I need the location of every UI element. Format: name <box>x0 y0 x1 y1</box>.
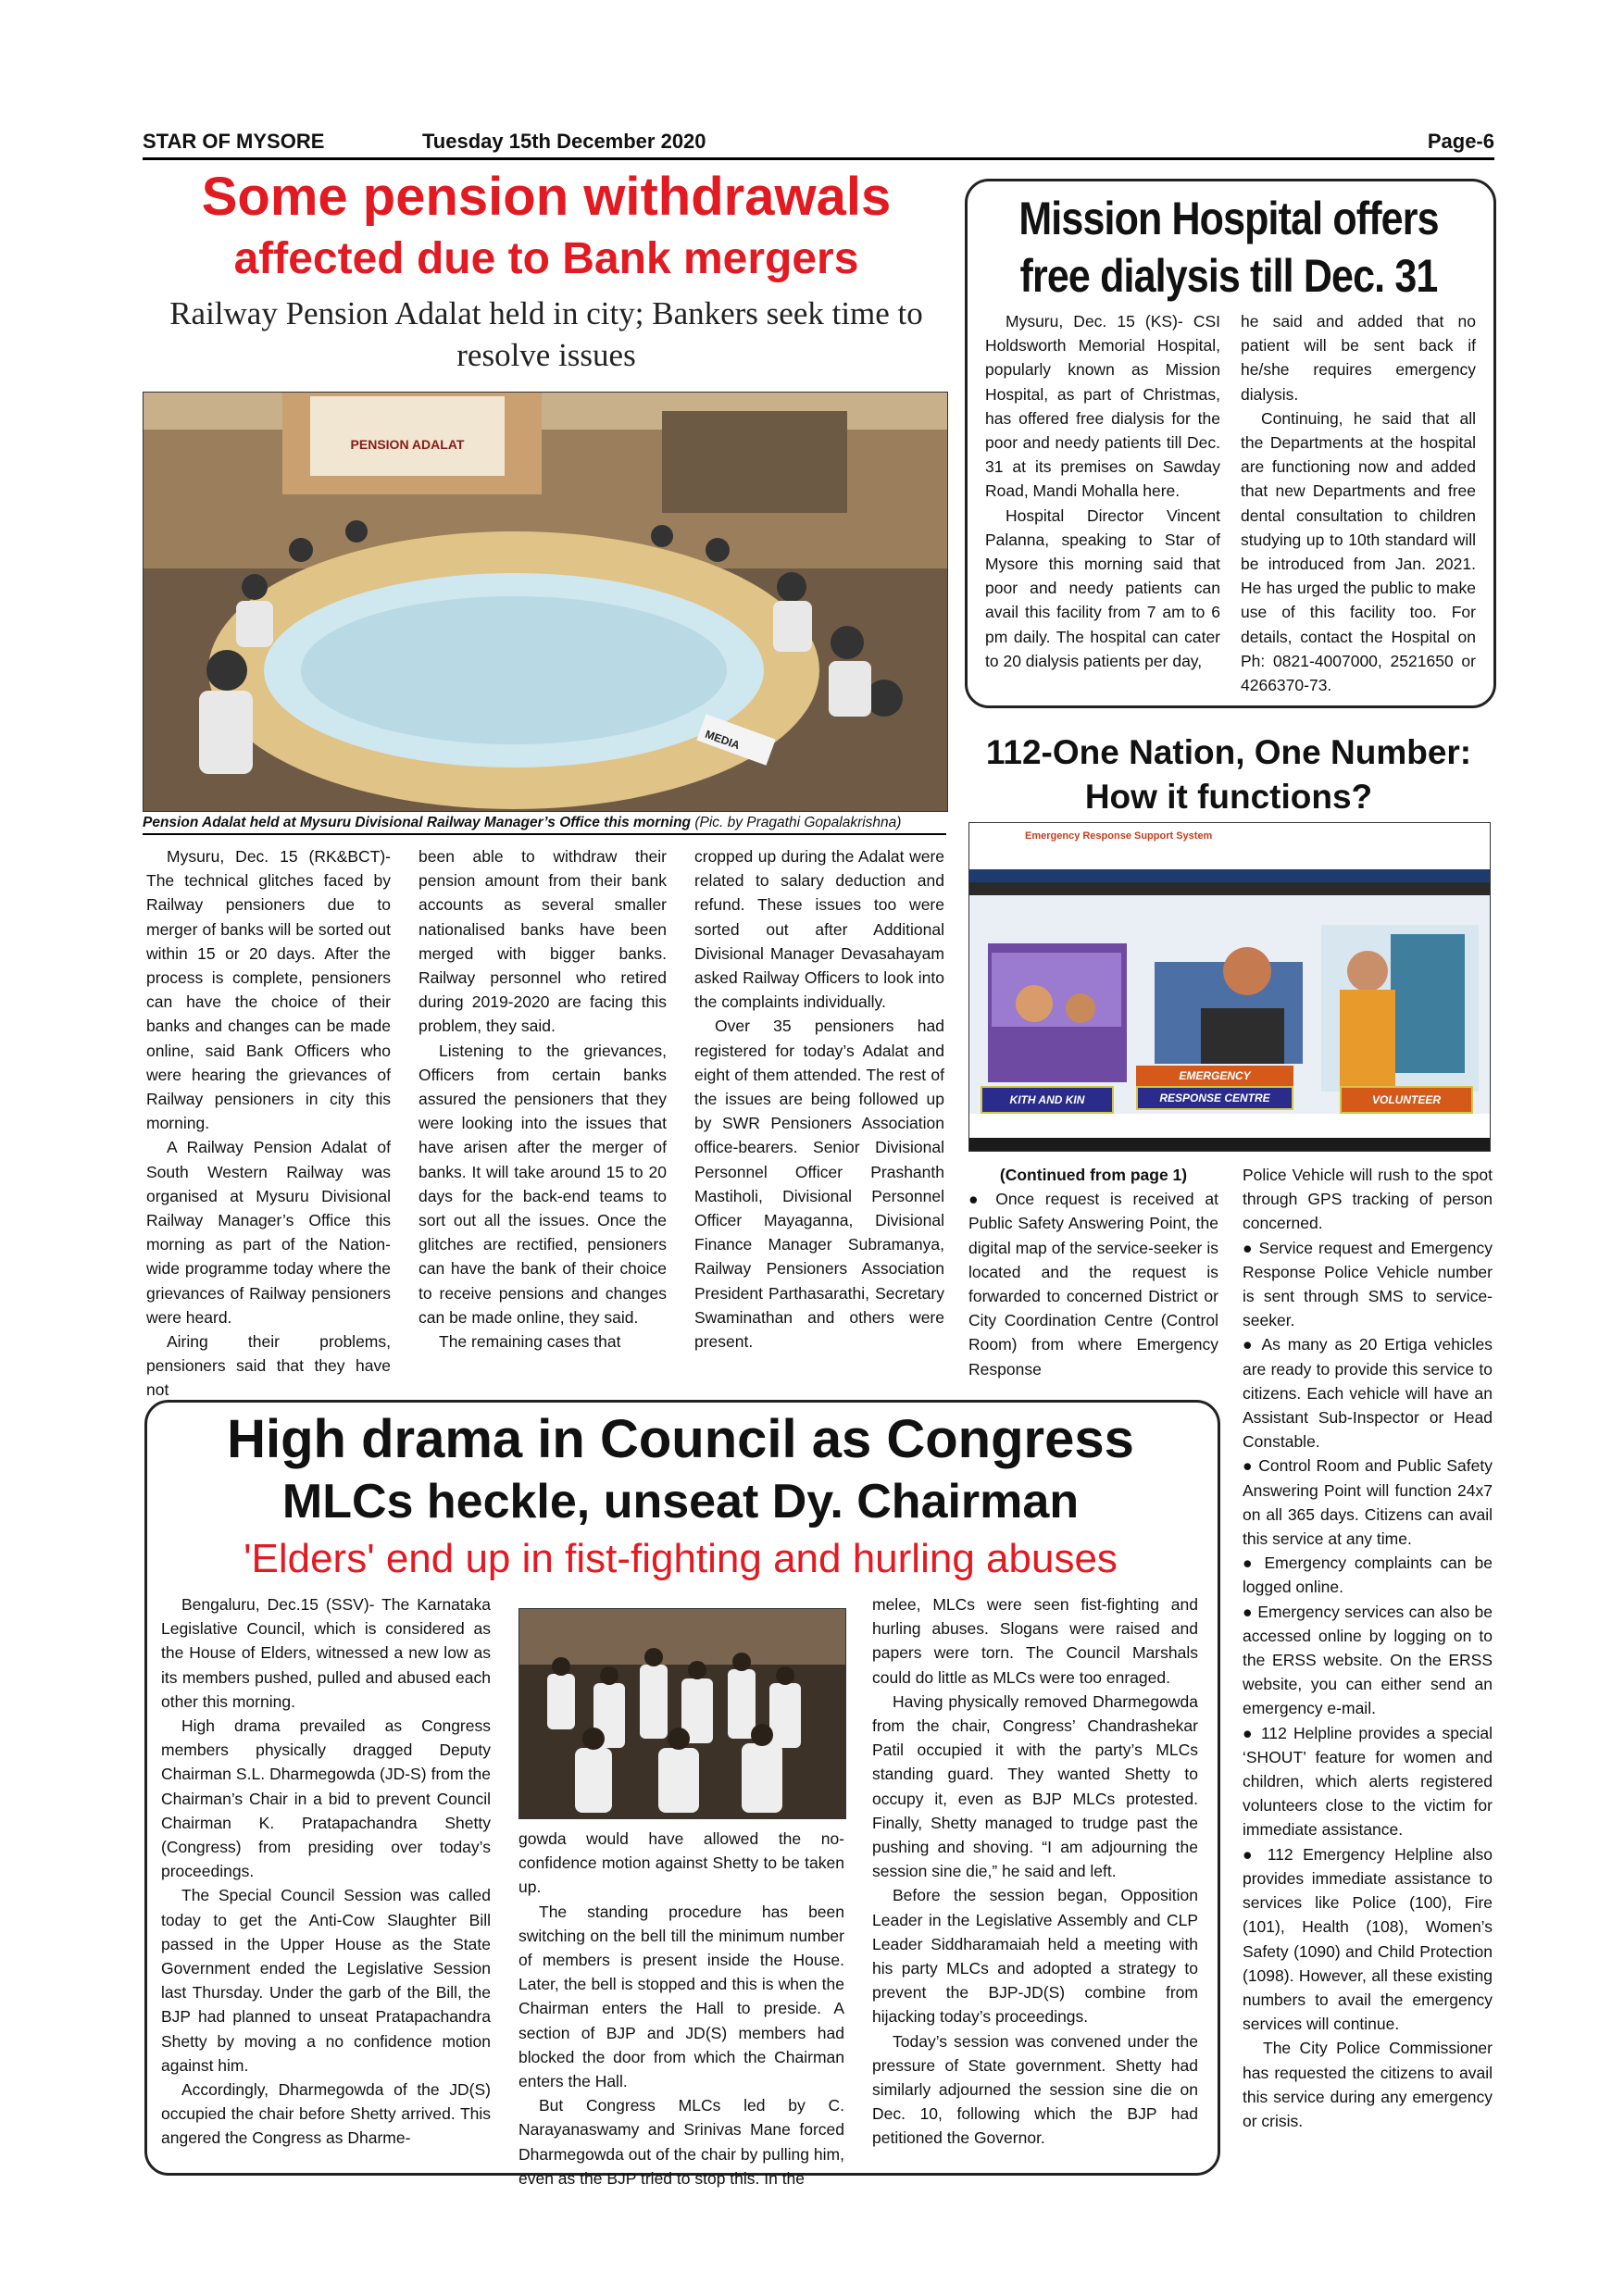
nation-column-1 <box>968 1163 1218 1381</box>
pension-column-2 <box>418 844 667 1354</box>
council-column-2 <box>518 1827 844 2190</box>
paragraph: Accordingly, Dharmegowda of the JD(S) occupied the chair before Shetty arrived. This angered the Congress as Dharme- <box>161 2080 491 2148</box>
pension-photo-caption <box>143 815 946 831</box>
label-kith-and-kin: KITH AND KIN <box>981 1086 1114 1114</box>
mission-column-1 <box>985 309 1220 673</box>
paragraph: Mysuru, Dec. 15 (RK&BCT)- The technical glitches faced by Railway pensioners due to merger of banks will be sorted out within 15 or 20 days. After the process is complete, pensioners can have the choice of their banks and changes can be made online, said Bank Officers who were hearing the grievances of Railway pensioners in city this morning. <box>146 847 391 1133</box>
erss-website-screenshot <box>968 822 1491 1152</box>
mission-headline-2: free dialysis till Dec. 31 <box>1019 250 1438 302</box>
pension-column-1 <box>146 844 391 1403</box>
pension-column-3 <box>694 844 944 1354</box>
bullet-paragraph: ● Control Room and Public Safety Answering Point will function 24x7 on all 365 days. Citizens can avail this service at any time. <box>1243 1454 1493 1551</box>
paragraph: gowda would have allowed the no-confidence motion against Shetty to be taken up. <box>518 1829 844 1897</box>
pension-headline-2: affected due to Bank mergers <box>233 234 859 283</box>
paragraph: The remaining cases that <box>439 1332 621 1352</box>
page-number: Page-6 <box>1427 130 1494 153</box>
label-emergency-line2: RESPONSE CENTRE <box>1136 1086 1293 1110</box>
council-headline-2: MLCs heckle, unseat Dy. Chairman <box>281 1475 1080 1529</box>
paragraph: he said and added that no patient will be sent back if he/she requires emergency dialysis. <box>1241 312 1476 404</box>
nation-headline-2: How it functions? <box>1084 778 1373 816</box>
paragraph: A Railway Pension Adalat of South Western Railway was organised at Mysuru Divisional Railway Manager’s Office this morning as part of the Nation-wide programme today where the grievances of Railway pensioners were heard. <box>146 1138 391 1327</box>
council-headline-1: High drama in Council as Congress <box>227 1409 1134 1469</box>
paragraph: melee, MLCs were seen fist-fighting and hurling abuses. Slogans were raised and papers were torn. The Council Marshals could do little as MLCs were too enraged. <box>872 1595 1198 1687</box>
pension-headline-1: Some pension withdrawals <box>201 167 892 227</box>
masthead <box>143 130 1494 159</box>
bullet-paragraph: ● Service request and Emergency Response Police Vehicle number is sent through SMS to service-seeker. <box>1243 1236 1493 1333</box>
paragraph: Continuing, he said that all the Departments at the hospital are functioning now and added that new Departments and free dental consultation to children studying up to 10th standard will be introduced from Jan. 2021. He has urged the public to make use of this facility too. For details, contact the Hospital on Ph: 0821-4007000, 2521650 or 4266370-73. <box>1241 408 1476 695</box>
paragraph: Police Vehicle will rush to the spot through GPS tracking of person concerned. <box>1243 1166 1493 1233</box>
photo-media-label: MEDIA <box>703 727 742 753</box>
paragraph: Mysuru, Dec. 15 (KS)- CSI Holdsworth Memorial Hospital, popularly known as Mission Hospital, as part of Christmas, has offered free dialysis for the poor and needy patients till Dec. 31 at its premises on Sawday Road, Mandi Mohalla here. <box>985 312 1220 501</box>
paragraph: The Special Council Session was called today to get the Anti-Cow Slaughter Bill passed in the Upper House as the State Government ended the Legislative Session last Thursday. Under the garb of the Bill, the BJP had planned to unseat Pratapachandra Shetty by moving a no confidence motion against him. <box>161 1886 491 2075</box>
paragraph: Before the session began, Opposition Leader in the Legislative Assembly and CLP Leader Siddharamaiah held a meeting with his party MLCs and adopted a strategy to prevent the BJP-JD(S) combine from hijacking today’s proceedings. <box>872 1886 1198 2027</box>
label-emergency-line1: EMERGENCY <box>1136 1066 1293 1086</box>
nation-column-2 <box>1243 1163 1493 2133</box>
label-volunteer: VOLUNTEER <box>1340 1086 1473 1114</box>
continued-note: (Continued from page 1) <box>999 1166 1188 1184</box>
paragraph: cropped up during the Adalat were related to salary deduction and refund. These issues too were sorted out after Additional Divisional Manager Devasahayam asked Railway Officers to look into the complaints individually. <box>694 847 944 1012</box>
erss-site-title: Emergency Response Support System <box>1025 830 1213 842</box>
council-photo <box>518 1608 846 1819</box>
bullet-paragraph: ● Once request is received at Public Safety Answering Point, the digital map of the service-seeker is located and the request is forwarded to concerned District or City Coordination Centre (Control Room) from where Emergency Response <box>968 1187 1218 1381</box>
council-column-3 <box>872 1592 1198 2151</box>
pension-subhead: Railway Pension Adalat held in city; Bankers seek time to resolve issues <box>169 295 923 373</box>
bullet-paragraph: ● As many as 20 Ertiga vehicles are ready to provide this service to citizens. Each vehicle will have an Assistant Sub-Inspector or Head Constable. <box>1243 1332 1493 1454</box>
mission-column-2 <box>1241 309 1476 697</box>
paragraph: But Congress MLCs led by C. Narayanaswamy and Srinivas Mane forced Dharmegowda out of the chair by pulling him, even as the BJP tried to stop this. In the <box>518 2096 844 2188</box>
caption-text: Pension Adalat held at Mysuru Divisional Railway Manager’s Office this morning <box>143 815 692 830</box>
paragraph: been able to withdraw their pension amount from their bank accounts as several smaller nationalised banks have been merged with bigger banks. Railway personnel who retired during 2019-2020 are facing this problem, they said. <box>418 847 667 1036</box>
council-column-1 <box>161 1592 491 2151</box>
paragraph: The standing procedure has been switching on the bell till the minimum number of members is present inside the House. Later, the bell is stopped and this is when the Chairman enters the Hall to preside. A section of BJP and JD(S) members had blocked the door from which the Chairman enters the Hall. <box>518 1902 844 2091</box>
issue-date: Tuesday 15th December 2020 <box>422 130 706 153</box>
caption-rule <box>143 833 946 835</box>
mission-headline-1: Mission Hospital offers <box>1018 193 1439 244</box>
pension-adalat-photo <box>143 392 948 812</box>
photo-banner-text: PENSION ADALAT <box>350 437 465 452</box>
paragraph: Listening to the grievances, Officers from certain banks assured the pensioners that they were looking into the issues that have arisen after the merger of banks. It will take around 15 to 20 days for the back-end teams to sort out all the issues. Once the glitches are rectified, pensioners can have the bank of their choice to receive pensions and changes can be made online, they said. <box>418 1041 667 1327</box>
caption-credit: (Pic. by Pragathi Gopalakrishna) <box>694 815 902 830</box>
label-emergency-response-centre <box>1136 1066 1293 1110</box>
bullet-paragraph: ● Emergency services can also be accessed online by logging on to the ERSS website. On the ERSS website, you can either send an emergency e-mail. <box>1243 1600 1493 1721</box>
nation-headline-1: 112-One Nation, One Number: <box>985 733 1472 771</box>
paragraph: Hospital Director Vincent Palanna, speaking to Star of Mysore this morning said that poor and needy patients can avail this facility from 7 am to 6 pm daily. The hospital can cater to 20 dialysis patients per day, <box>985 505 1220 670</box>
paragraph: Over 35 pensioners had registered for today’s Adalat and eight of them attended. The rest of the issues are being followed up by SWR Pensioners Association office-bearers. Senior Divisional Personnel Officer Prashanth Mastiholi, Divisional Personnel Officer Mayaganna, Divisional Finance Manager Subramanya, Railway Pensioners Association President Parthasarathi, Secretary Swaminathan and others were present. <box>694 1017 944 1352</box>
bullet-paragraph: ● 112 Emergency Helpline also provides immediate assistance to services like Police (100), Fire (101), Health (108), Women’s Safety (1090) and Child Protection (1098). However, all these existing numbers to avail the emergency services will continue. <box>1243 1842 1493 2037</box>
council-subhead: 'Elders' end up in fist-fighting and hurling abuses <box>244 1536 1118 1581</box>
paragraph: Airing their problems, pensioners said that they have not <box>146 1332 391 1400</box>
paragraph: Having physically removed Dharmegowda from the chair, Congress’ Chandrashekar Patil occupied it with the party’s MLCs standing guard. They wanted Shetty to occupy it, even as BJP MLCs protested. Finally, Shetty managed to trudge past the pushing and shoving. “I am adjourning the session sine die,” he said and left. <box>872 1691 1198 1881</box>
paper-name: STAR OF MYSORE <box>143 130 325 153</box>
masthead-rule <box>143 157 1494 160</box>
bullet-paragraph: ● 112 Helpline provides a special ‘SHOUT’ feature for women and children, which alerts registered volunteers close to the victim for immediate assistance. <box>1243 1721 1493 1842</box>
paragraph: Today’s session was convened under the pressure of State government. Shetty had similarly adjourned the session sine die on Dec. 10, following which the BJP had petitioned the Governor. <box>872 2031 1198 2148</box>
bullet-paragraph: ● Emergency complaints can be logged online. <box>1243 1551 1493 1599</box>
paragraph: The City Police Commissioner has requested the citizens to avail this service during any emergency or crisis. <box>1243 2039 1493 2130</box>
paragraph: Bengaluru, Dec.15 (SSV)- The Karnataka Legislative Council, which is considered as the House of Elders, witnessed a new low as its members pushed, pulled and abused each other this morning. <box>161 1595 491 1711</box>
paragraph: High drama prevailed as Congress members physically dragged Deputy Chairman S.L. Dharmegowda (JD-S) from the Chairman’s Chair in a bid to prevent Council Chairman K. Pratapachandra Shetty (Congress) from presiding over today’s proceedings. <box>161 1716 491 1881</box>
